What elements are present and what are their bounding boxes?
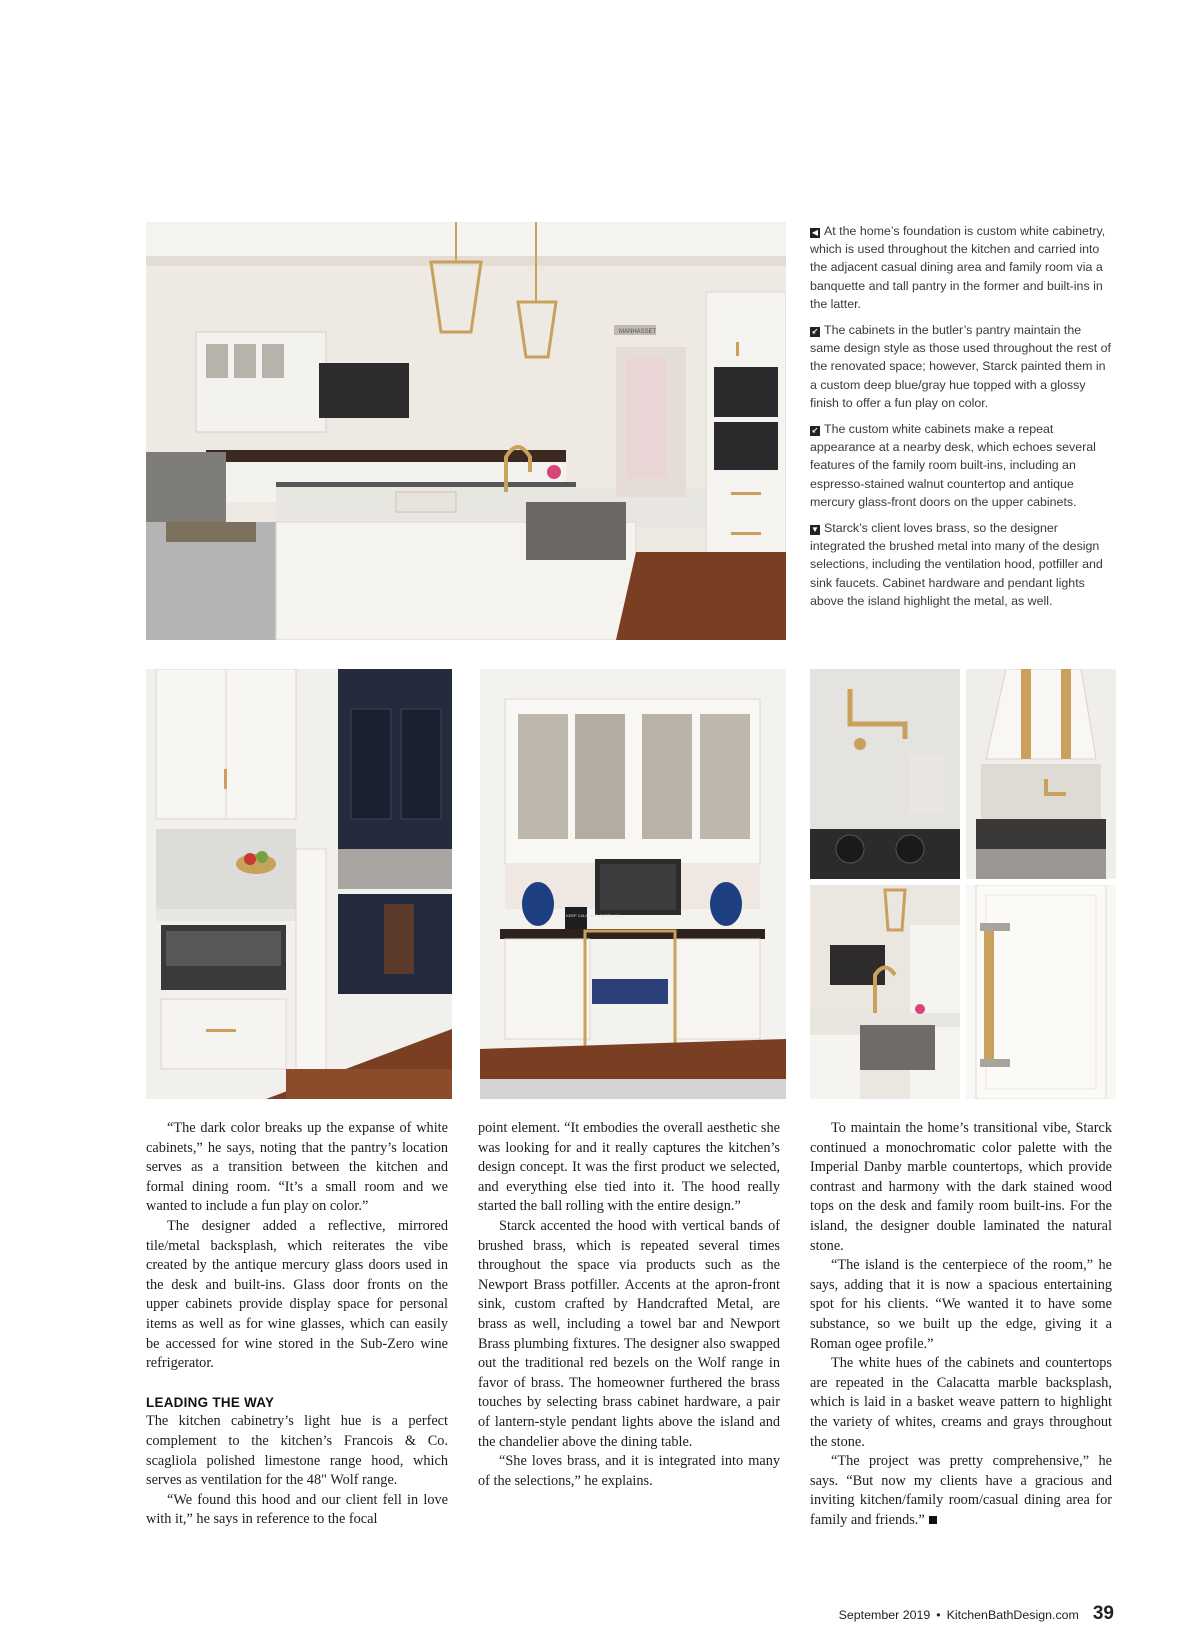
paragraph: The kitchen cabinetry’s light hue is a perfect complement to the kitchen’s Francois & Co. scagliola polished limestone range hood, which serves as ventilation for the 48" Wolf range. [146, 1413, 448, 1489]
paragraph: “We found this hood and our client fell in love with it,” he says in reference to the focal [146, 1491, 448, 1528]
caption-1-text: At the home’s foundation is custom white cabinetry, which is used throughout the kitchen and carried into the adjacent casual dining area and family room via a banquette and tall pantry in the former and built-ins in the latter. [810, 224, 1106, 311]
paragraph-last-text: “The project was pretty comprehensive,” he says. “But now my clients have a gracious and inviting kitchen/family room/casual dining area for family and friends.” [810, 1453, 1112, 1528]
paragraph: “She loves brass, and it is integrated into many of the selections,” he explains. [478, 1453, 780, 1489]
article-column-2 [478, 1119, 780, 1491]
photo-captions [810, 222, 1112, 618]
range-hood-photo [966, 669, 1116, 879]
island-faucet-photo [810, 885, 960, 1099]
caption-1 [810, 222, 1112, 313]
desk-photo [480, 669, 786, 1099]
cabinet-pull-photo [966, 885, 1116, 1099]
down-left-arrow-icon: ↙ [811, 426, 819, 436]
website: KitchenBathDesign.com [946, 1608, 1079, 1622]
paragraph: point element. “It embodies the overall aesthetic she was looking for and it really captures the kitchen’s design concept. It was the first product we selected, and everything else tied into it. The hood really started the ball rolling with the entire design.” [478, 1120, 780, 1215]
caption-4 [810, 519, 1112, 610]
down-arrow-icon: ▼ [811, 525, 819, 535]
page-footer [839, 1603, 1114, 1625]
end-mark-icon [929, 1516, 937, 1524]
paragraph: The white hues of the cabinets and countertops are repeated in the Calacatta marble backsplash, which is laid in a basket weave pattern to highlight the variety of whites, creams and grays throughout the stone. [810, 1355, 1112, 1450]
keep-calm-sign: KEEP CALM AND CARRY ON [566, 913, 621, 918]
caption-3 [810, 420, 1112, 511]
paragraph: To maintain the home’s transitional vibe, Starck continued a monochromatic color palette with the Imperial Danby marble countertops, which provide contrast and harmony with the dark stained wood tops on the desk and family room built-ins. For the island, the designer double laminated the natural stone. [810, 1120, 1112, 1254]
section-heading: LEADING THE WAY [146, 1394, 275, 1410]
footer-separator: • [936, 1608, 941, 1622]
issue-date: September 2019 [838, 1608, 931, 1622]
paragraph-last [810, 1452, 1112, 1530]
caption-4-text: Starck’s client loves brass, so the designer integrated the brushed metal into many of the design selections, including the ventilation hood, potfiller and sink faucets. Cabinet hardware and pendant lights above the island highlight the metal, as well. [810, 521, 1103, 608]
left-arrow-icon: ◀ [811, 228, 819, 237]
manhasset-sign: MANHASSET [619, 329, 657, 335]
article-column-3 [810, 1119, 1112, 1530]
paragraph: The designer added a reflective, mirrored tile/metal backsplash, which reiterates the vibe created by the antique mercury glass doors used in the desk and built-ins. Glass door fronts on the upper cabinets provide display space for personal items as well as for wine glasses, which can easily be accessed for wine stored in the Sub-Zero wine refrigerator. [146, 1217, 448, 1372]
page-number: 39 [1092, 1603, 1114, 1624]
article-column-1 [146, 1119, 448, 1530]
caption-3-text: The custom white cabinets make a repeat appearance at a nearby desk, which echoes several features of the family room built-ins, including an espresso-stained walnut countertop and antique mercury glass-front doors on the upper cabinets. [810, 422, 1096, 509]
paragraph: Starck accented the hood with vertical bands of brushed brass, which is repeated several times throughout the space via products such as the Newport Brass potfiller. Accents at the apron-front sink, custom crafted by Handcrafted Metal, are brass as well, including a towel bar and Newport Brass plumbing fixtures. The designer also swapped out the traditional red bezels on the Wolf range in favor of brass. The homeowner furthered the brass touches by selecting brass cabinet hardware, a pair of lantern-style pendant lights above the island and the chandelier above the dining table. [478, 1217, 780, 1450]
paragraph: “The dark color breaks up the expanse of white cabinets,” he says, noting that the pantry’s location serves as a transition between the kitchen and formal dining room. “It’s a small room and we wanted to include a fun play on color.” [146, 1120, 448, 1215]
down-left-arrow-icon: ↙ [811, 327, 819, 337]
potfiller-photo [810, 669, 960, 879]
caption-2 [810, 321, 1112, 412]
caption-2-text: The cabinets in the butler’s pantry maintain the same design style as those used throughout the rest of the renovated space; however, Starck painted them in a custom deep blue/gray hue topped with a glossy finish to offer a fun play on color. [810, 323, 1111, 410]
main-kitchen-photo [146, 222, 786, 640]
paragraph: “The island is the centerpiece of the room,” he says, adding that it is now a spacious entertaining spot for his clients. “We wanted it to have some substance, so we built up the edge, giving it a Roman ogee profile.” [810, 1257, 1112, 1352]
butlers-pantry-photo [146, 669, 452, 1099]
